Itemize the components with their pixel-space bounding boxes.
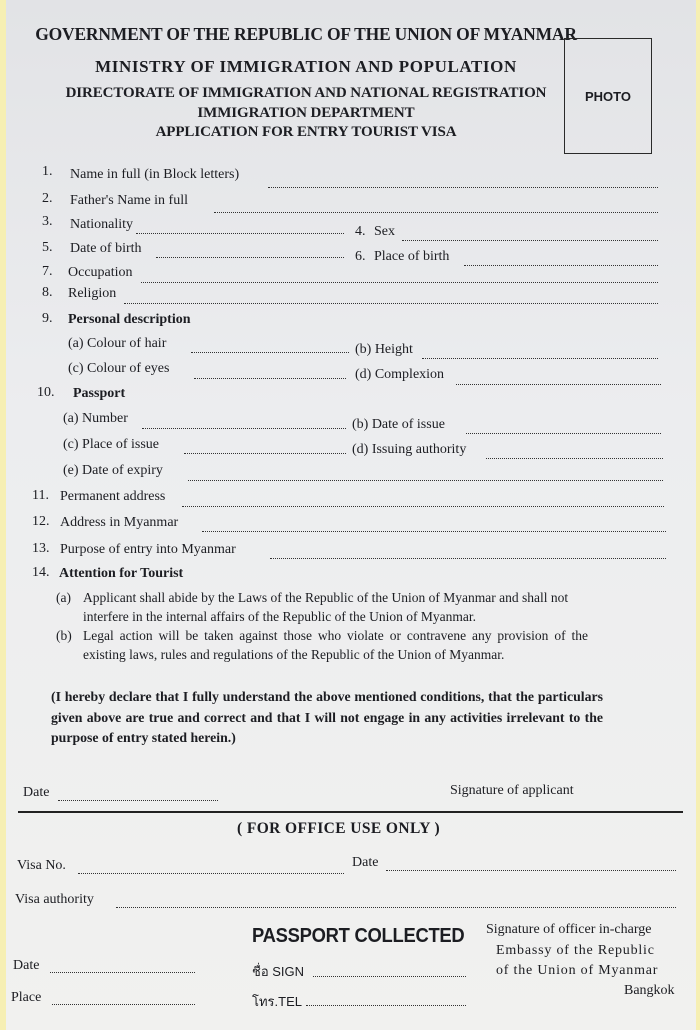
collected-date-line[interactable] [50,972,195,973]
declaration: (I hereby declare that I fully understand the above mentioned conditions, that the particulars given above are true and correct and that I will not engage in any activities irrelevant to the purpose of entry stated herein.) [51,689,603,745]
field-permanent-address-label: Permanent address [60,489,166,504]
field-4-number: 4. [355,224,366,239]
collected-place-line[interactable] [52,1004,195,1005]
field-name-label: Name in full (in Block letters) [70,167,240,182]
field-eyes-line[interactable] [194,378,346,379]
applicant-date-line[interactable] [58,800,218,801]
field-3-number: 3. [42,214,53,229]
field-occupation-line[interactable] [141,282,658,283]
sign-line[interactable] [313,976,466,977]
officer-signature-label: Signature of officer in-charge [486,922,652,937]
field-7-number: 7. [42,264,53,279]
form-title: APPLICATION FOR ENTRY TOURIST VISA [155,124,457,140]
field-religion-line[interactable] [124,303,658,304]
field-5-number: 5. [42,240,53,255]
visa-no-label: Visa No. [17,858,66,873]
field-sex-label: Sex [374,224,395,239]
field-issuing-authority-label: (d) Issuing authority [352,442,467,457]
office-use-title: ( FOR OFFICE USE ONLY ) [237,820,441,837]
field-issue-date-line[interactable] [466,433,661,434]
field-14-number: 14. [32,565,50,580]
visa-authority-label: Visa authority [15,892,94,907]
sign-label: ชื่อ SIGN [252,964,305,979]
attention-heading: Attention for Tourist [59,566,184,581]
collected-place-label: Place [11,990,42,1005]
field-nationality-line[interactable] [136,233,344,234]
attention-a-text: Applicant shall abide by the Laws of the Republic of the Union of Myanmar and shall not interfere in the internal affairs of the Republic of the Union of Myanmar. [83,590,569,624]
field-issue-place-line[interactable] [184,453,346,454]
field-issue-date-label: (b) Date of issue [352,417,445,432]
field-8-number: 8. [42,285,53,300]
field-9-number: 9. [42,311,53,326]
field-2-number: 2. [42,191,53,206]
attention-b-tag: (b) [56,628,72,643]
header-government: GOVERNMENT OF THE REPUBLIC OF THE UNION OF MYANMAR [35,24,577,44]
visa-date-label: Date [352,855,379,870]
passport-collected-heading: PASSPORT COLLECTED [252,925,465,947]
embassy-line: Embassy of the Republic [496,943,655,958]
header-ministry: MINISTRY OF IMMIGRATION AND POPULATION [95,57,517,76]
bangkok-line: Bangkok [624,983,675,998]
field-issuing-authority-line[interactable] [486,458,663,459]
field-pob-line[interactable] [464,265,658,266]
field-purpose-line[interactable] [270,558,666,559]
union-of-myanmar-line: of the Union of Myanmar [496,963,659,978]
field-hair-line[interactable] [191,352,349,353]
field-complexion-line[interactable] [456,384,661,385]
field-12-number: 12. [32,514,50,529]
field-eyes-label: (c) Colour of eyes [68,361,170,376]
header-department: IMMIGRATION DEPARTMENT [197,105,415,121]
field-permanent-address-line[interactable] [182,506,664,507]
collected-date-label: Date [13,958,40,973]
field-height-line[interactable] [422,358,658,359]
field-expiry-label: (e) Date of expiry [63,463,163,478]
photo-box [564,38,652,154]
field-issue-place-label: (c) Place of issue [63,437,160,452]
field-name-line[interactable] [268,187,658,188]
tel-line[interactable] [306,1005,466,1006]
applicant-signature-label: Signature of applicant [450,783,574,798]
field-pob-label: Place of birth [374,249,450,264]
personal-description-heading: Personal description [68,312,191,327]
field-occupation-label: Occupation [68,265,133,280]
field-nationality-label: Nationality [70,217,133,232]
field-myanmar-address-label: Address in Myanmar [60,515,179,530]
field-hair-label: (a) Colour of hair [68,336,167,351]
field-dob-line[interactable] [156,257,344,258]
visa-date-line[interactable] [386,870,676,871]
field-dob-label: Date of birth [70,241,142,256]
field-passport-number-label: (a) Number [63,411,128,426]
header-directorate: DIRECTORATE OF IMMIGRATION AND NATIONAL REGISTRATION [65,85,547,101]
attention-a-tag: (a) [56,590,71,605]
attention-b-text: Legal action will be taken against those who violate or contravene any provision of the existing laws, rules and regulations of the Republic of the Union of Myanmar. [83,628,588,662]
field-father-name-line[interactable] [214,212,658,213]
field-height-label: (b) Height [355,342,413,357]
visa-no-line[interactable] [78,873,344,874]
field-13-number: 13. [32,541,50,556]
field-sex-line[interactable] [402,240,658,241]
field-father-name-label: Father's Name in full [70,193,188,208]
field-complexion-label: (d) Complexion [355,367,445,382]
field-religion-label: Religion [68,286,117,301]
field-10-number: 10. [37,385,55,400]
photo-label: PHOTO [585,89,631,104]
field-myanmar-address-line[interactable] [202,531,666,532]
field-passport-number-line[interactable] [142,428,346,429]
applicant-date-label: Date [23,785,50,800]
passport-heading: Passport [73,386,126,401]
field-6-number: 6. [355,249,366,264]
office-divider [18,811,683,813]
field-expiry-line[interactable] [188,480,663,481]
field-1-number: 1. [42,164,53,179]
tel-label: โทร.TEL [252,994,302,1009]
field-11-number: 11. [32,488,49,503]
field-purpose-label: Purpose of entry into Myanmar [60,542,236,557]
visa-authority-line[interactable] [116,907,676,908]
